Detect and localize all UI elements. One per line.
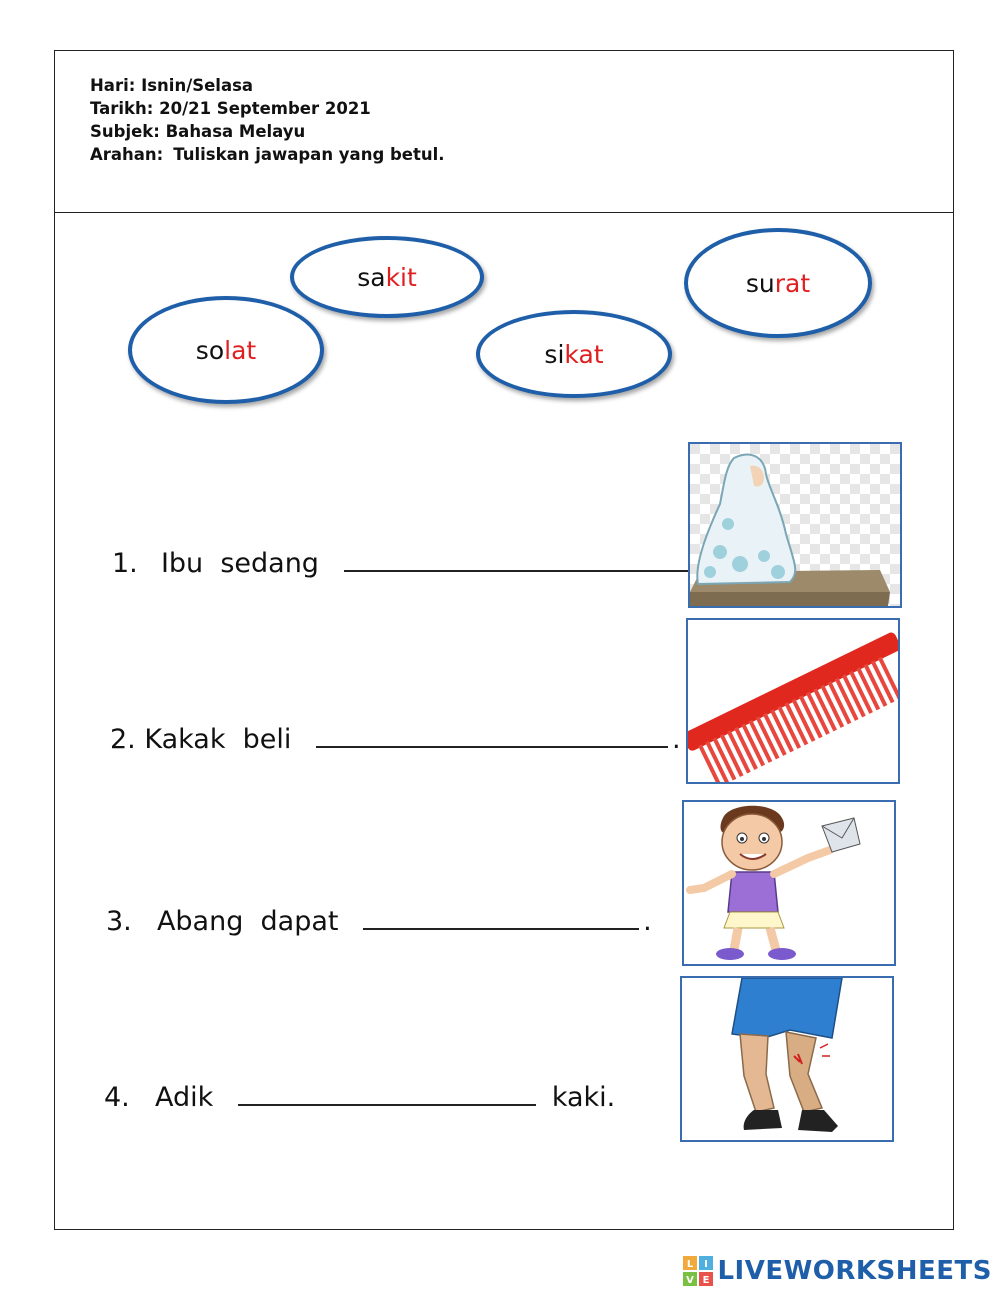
- word-option-sakit[interactable]: [290, 236, 484, 318]
- liveworksheets-logo-icon: [683, 1256, 713, 1286]
- word-option-solat[interactable]: [128, 296, 324, 404]
- answer-blank-1[interactable]: [344, 548, 692, 572]
- logo-letter: L: [687, 1259, 694, 1270]
- question-4: [104, 1082, 615, 1113]
- day-line: Hari: Isnin/Selasa: [90, 76, 254, 95]
- answer-blank-4[interactable]: [238, 1082, 536, 1106]
- header-divider: [54, 212, 954, 213]
- wounded-leg-icon: [680, 976, 894, 1142]
- question-text: Ibu sedang: [160, 548, 319, 579]
- brand-name: LIVEWORKSHEETS: [717, 1256, 992, 1286]
- praying-woman-icon: [688, 442, 902, 608]
- question-3: [106, 906, 652, 937]
- word-suffix: rat: [774, 268, 811, 298]
- question-number: 2.: [110, 724, 136, 755]
- word-prefix: so: [195, 335, 225, 365]
- question-1: [112, 548, 704, 579]
- answer-blank-3[interactable]: [363, 906, 639, 930]
- question-end: .: [643, 906, 652, 937]
- word-suffix: kat: [564, 339, 604, 369]
- worksheet-header: [90, 74, 445, 166]
- word-suffix: kit: [385, 262, 417, 292]
- liveworksheets-logo[interactable]: [683, 1254, 992, 1288]
- word-suffix: lat: [224, 335, 257, 365]
- logo-letter: V: [686, 1275, 695, 1286]
- question-number: 1.: [112, 548, 138, 579]
- instruction-label: Arahan:: [90, 145, 164, 164]
- logo-letter: E: [703, 1275, 710, 1286]
- subject-line: Subjek: Bahasa Melayu: [90, 122, 306, 141]
- word-option-sikat[interactable]: [476, 310, 672, 398]
- instruction-text: Tuliskan jawapan yang betul.: [173, 145, 445, 164]
- date-line: Tarikh: 20/21 September 2021: [90, 99, 371, 118]
- boy-with-letter-icon: [682, 800, 896, 966]
- logo-letter: I: [704, 1259, 709, 1270]
- instruction-line: [90, 143, 445, 166]
- question-end: kaki.: [551, 1082, 616, 1113]
- question-end: .: [672, 724, 681, 755]
- question-number: 4.: [104, 1082, 130, 1113]
- question-text: Kakak beli: [144, 724, 292, 755]
- word-prefix: su: [745, 268, 775, 298]
- question-2: [110, 724, 681, 755]
- question-text: Adik: [154, 1082, 214, 1113]
- word-option-surat[interactable]: [684, 228, 872, 338]
- question-text: Abang dapat: [156, 906, 339, 937]
- word-prefix: sa: [357, 262, 386, 292]
- comb-icon: [686, 618, 900, 784]
- word-prefix: si: [544, 339, 565, 369]
- answer-blank-2[interactable]: [316, 724, 668, 748]
- question-number: 3.: [106, 906, 132, 937]
